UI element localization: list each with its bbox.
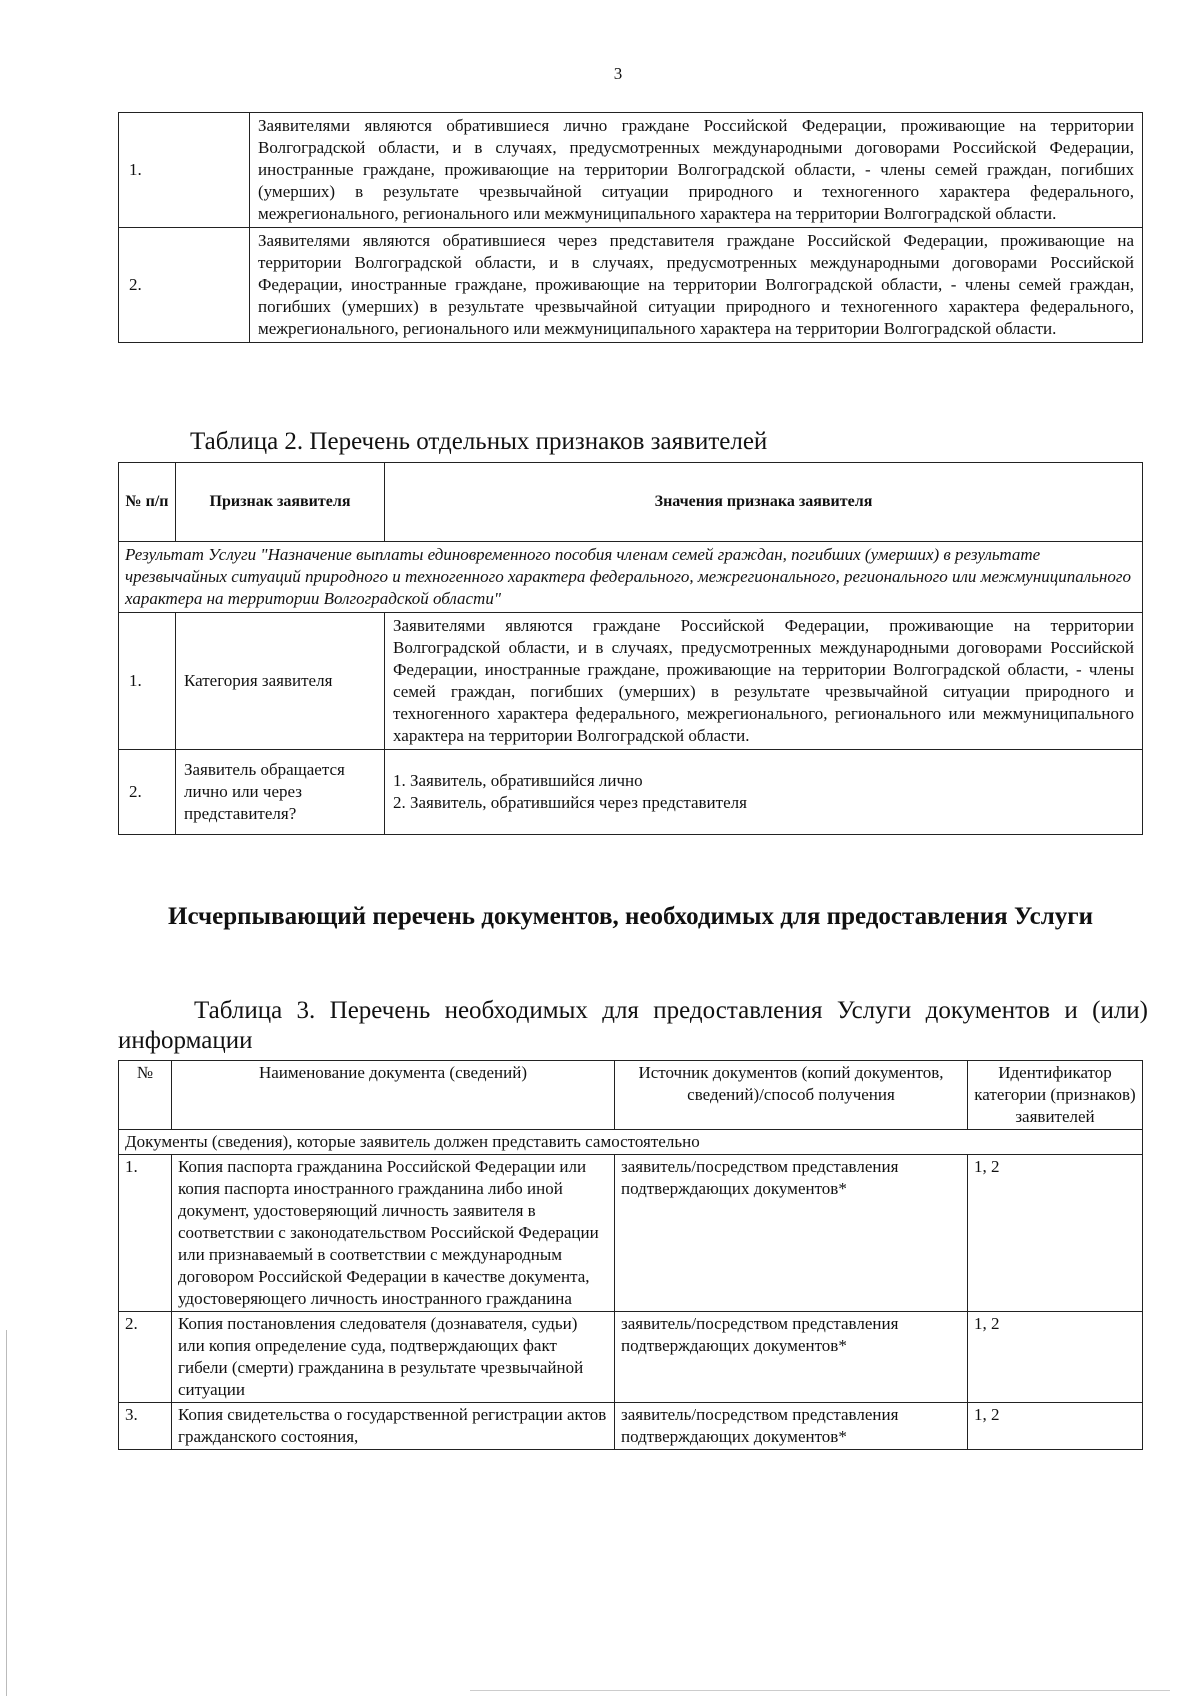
table-header-row: [119, 1061, 1143, 1130]
header-attribute: Признак заявителя: [176, 463, 385, 542]
value-option-2: 2. Заявитель, обратившийся через представителя: [393, 793, 747, 812]
row-number: 1.: [119, 613, 176, 750]
table-row: [119, 1403, 1143, 1450]
row-value: [385, 750, 1143, 835]
page-number: 3: [613, 64, 623, 83]
table-row: [119, 613, 1143, 750]
table2-caption: Таблица 2. Перечень отдельных признаков заявителей: [190, 428, 768, 455]
table3-caption: Таблица 3. Перечень необходимых для предоставления Услуги документов и (или) информации: [118, 997, 1148, 1054]
header-number: №: [119, 1061, 172, 1130]
row-number: 2.: [119, 228, 250, 343]
row-number: 1.: [119, 113, 250, 228]
row-value: Заявителями являются граждане Российской Федерации, проживающие на территории Волгоградской области, и в случаях, предусмотренных международными договорами Российской Федерации, иностранные граждане, проживающие на территории Волгоградской области, - члены семей граждан, погибших (умерших) в результате чрезвычайной ситуации природного и техногенного характера федерального, межрегионального, регионального или межмуниципального характера на территории Волгоградской области.: [385, 613, 1143, 750]
row-attribute: Категория заявителя: [176, 613, 385, 750]
header-identifier: Идентификатор категории (признаков) заявителей: [968, 1061, 1143, 1130]
table-row: [119, 228, 1143, 343]
row-text: Заявителями являются обратившиеся через представителя граждане Российской Федерации, проживающие на территории Волгоградской области, и в случаях, предусмотренных международными договорами Российской Федерации, иностранные граждане, проживающие на территории Волгоградской области, - члены семей граждан, погибших (умерших) в результате чрезвычайной ситуации природного и техногенного характера федерального, межрегионального, регионального или межмуниципального характера на территории Волгоградской области.: [250, 228, 1143, 343]
applicant-attributes-table: [118, 462, 1143, 835]
section-title: Результат Услуги "Назначение выплаты единовременного пособия членам семей граждан, погибших (умерших) в результате чрезвычайных ситуаций природного и техногенного характера федерального, межрегионального, регионального или межмуниципального характера на территории Волгоградской области": [119, 542, 1143, 613]
row-document-name: Копия паспорта гражданина Российской Федерации или копия паспорта иностранного гражданина либо иной документ, удостоверяющий личность заявителя в соответствии с законодательством Российской Федерации или признаваемый в соответствии с международным договором Российской Федерации в качестве документа, удостоверяющего личность иностранного гражданина: [172, 1155, 615, 1312]
row-identifier: 1, 2: [968, 1312, 1143, 1403]
row-number: 3.: [119, 1403, 172, 1450]
row-source: заявитель/посредством представления подтверждающих документов*: [615, 1312, 968, 1403]
row-document-name: Копия постановления следователя (дознавателя, судьи) или копия определение суда, подтверждающих факт гибели (смерти) гражданина в результате чрезвычайной ситуации: [172, 1312, 615, 1403]
documents-table: [118, 1060, 1143, 1450]
table-row: [119, 1312, 1143, 1403]
row-number: 1.: [119, 1155, 172, 1312]
table-section-row: [119, 542, 1143, 613]
table-header-row: [119, 463, 1143, 542]
applicants-table-continued: [118, 112, 1143, 343]
row-source: заявитель/посредством представления подтверждающих документов*: [615, 1403, 968, 1450]
header-number: № п/п: [119, 463, 176, 542]
value-option-1: 1. Заявитель, обратившийся лично: [393, 771, 643, 790]
scan-margin-line: [6, 1330, 7, 1696]
section-heading: Исчерпывающий перечень документов, необходимых для предоставления Услуги: [168, 903, 1093, 930]
table-section-row: [119, 1130, 1143, 1155]
row-source: заявитель/посредством представления подтверждающих документов*: [615, 1155, 968, 1312]
header-value: Значения признака заявителя: [385, 463, 1143, 542]
row-text: Заявителями являются обратившиеся лично граждане Российской Федерации, проживающие на территории Волгоградской области, и в случаях, предусмотренных международными договорами Российской Федерации, иностранные граждане, проживающие на территории Волгоградской области, - члены семей граждан, погибших (умерших) в результате чрезвычайной ситуации природного и техногенного характера федерального, межрегионального, регионального или межмуниципального характера на территории Волгоградской области.: [250, 113, 1143, 228]
row-attribute: Заявитель обращается лично или через представителя?: [176, 750, 385, 835]
row-number: 2.: [119, 750, 176, 835]
header-source: Источник документов (копий документов, сведений)/способ получения: [615, 1061, 968, 1130]
header-document-name: Наименование документа (сведений): [172, 1061, 615, 1130]
section-title: Документы (сведения), которые заявитель должен представить самостоятельно: [119, 1130, 1143, 1155]
table-row: [119, 1155, 1143, 1312]
table-row: [119, 113, 1143, 228]
row-document-name: Копия свидетельства о государственной регистрации актов гражданского состояния,: [172, 1403, 615, 1450]
row-number: 2.: [119, 1312, 172, 1403]
row-identifier: 1, 2: [968, 1155, 1143, 1312]
table-row: [119, 750, 1143, 835]
scan-bottom-line: [470, 1690, 1170, 1691]
row-identifier: 1, 2: [968, 1403, 1143, 1450]
